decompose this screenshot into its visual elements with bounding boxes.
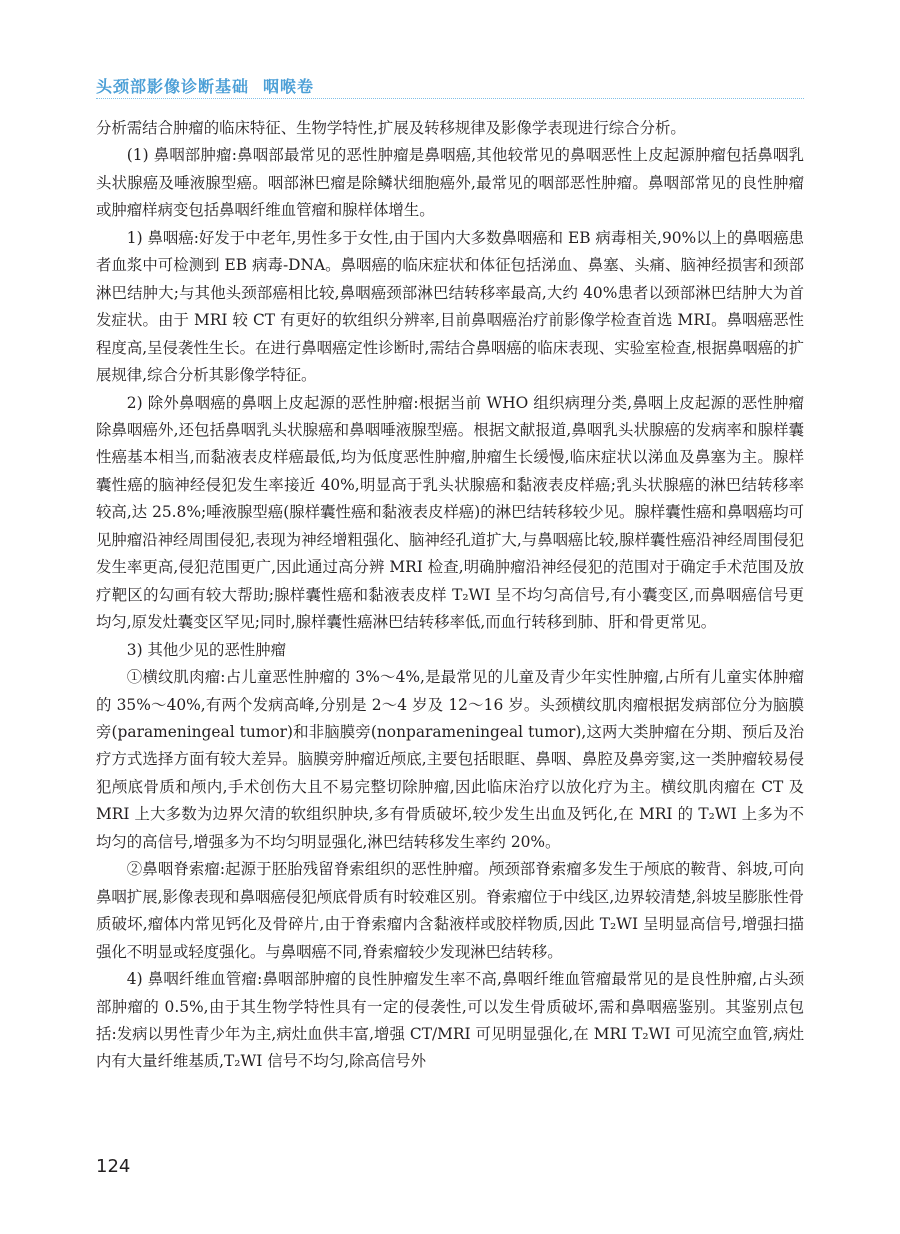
paragraph-rhabdomyosarcoma: ①横纹肌肉瘤:占儿童恶性肿瘤的 3%～4%,是最常见的儿童及青少年实性肿瘤,占所有儿童实体肿瘤的 35%～40%,有两个发病高峰,分别是 2～4 岁及 12～16 岁。头颈横纹肌肉瘤根据发病部位分为脑膜旁(parameningeal tumor)和非脑膜旁(nonparameningeal tumor),这两大类肿瘤在分期、预后及治疗方式选择方面有较大差异。脑膜旁肿瘤近颅底,主要包括眼眶、鼻咽、鼻腔及鼻旁窦,这一类肿瘤较易侵犯颅底骨质和颅内,手术创伤大且不易完整切除肿瘤,因此临床治疗以放化疗为主。横纹肌肉瘤在 CT 及 MRI 上大多数为边界欠清的软组织肿块,多有骨质破坏,较少发生出血及钙化,在 MRI 的 T₂WI 上多为不均匀的高信号,增强多为不均匀明显强化,淋巴结转移发生率约 20%。: [96, 668, 804, 851]
paragraph-chordoma: ②鼻咽脊索瘤:起源于胚胎残留脊索组织的恶性肿瘤。颅颈部脊索瘤多发生于颅底的鞍背、斜坡,可向鼻咽扩展,影像表现和鼻咽癌侵犯颅底骨质有时较难区别。脊索瘤位于中线区,边界较清楚,斜坡呈膨胀性骨质破坏,瘤体内常见钙化及骨碎片,由于脊索瘤内含黏液样或胶样物质,因此 T₂WI 呈明显高信号,增强扫描强化不明显或轻度强化。与鼻咽癌不同,脊索瘤较少发现淋巴结转移。: [96, 860, 804, 961]
paragraph-nasopharyngeal-tumors: (1) 鼻咽部肿瘤:鼻咽部最常见的恶性肿瘤是鼻咽癌,其他较常见的鼻咽恶性上皮起源肿瘤包括鼻咽乳头状腺癌及唾液腺型癌。咽部淋巴瘤是除鳞状细胞癌外,最常见的咽部恶性肿瘤。鼻咽部常见的良性肿瘤或肿瘤样病变包括鼻咽纤维血管瘤和腺样体增生。: [96, 146, 804, 220]
paragraph-nasopharyngeal-carcinoma: 1) 鼻咽癌:好发于中老年,男性多于女性,由于国内大多数鼻咽癌和 EB 病毒相关,90%以上的鼻咽癌患者血浆中可检测到 EB 病毒-DNA。鼻咽癌的临床症状和体征包括涕血、鼻塞、头痛、脑神经损害和颈部淋巴结肿大;与其他头颈部癌相比较,鼻咽癌颈部淋巴结转移率最高,大约 40%患者以颈部淋巴结肿大为首发症状。由于 MRI 较 CT 有更好的软组织分辨率,目前鼻咽癌治疗前影像学检查首选 MRI。鼻咽癌恶性程度高,呈侵袭性生长。在进行鼻咽癌定性诊断时,需结合鼻咽癌的临床表现、实验室检查,根据鼻咽癌的扩展规律,综合分析其影像学特征。: [96, 228, 804, 385]
paragraph-angiofibroma: 4) 鼻咽纤维血管瘤:鼻咽部肿瘤的良性肿瘤发生率不高,鼻咽纤维血管瘤最常见的是良性肿瘤,占头颈部肿瘤的 0.5%,由于其生物学特性具有一定的侵袭性,可以发生骨质破坏,需和鼻咽癌鉴别。其鉴别点包括:发病以男性青少年为主,病灶血供丰富,增强 CT/MRI 可见明显强化,在 MRI T₂WI 可见流空血管,病灶内有大量纤维基质,T₂WI 信号不均匀,除高信号外: [96, 970, 804, 1071]
paragraph-continued: 分析需结合肿瘤的临床特征、生物学特性,扩展及转移规律及影像学表现进行综合分析。: [96, 119, 686, 137]
volume-title: 咽喉卷: [263, 77, 315, 96]
page-number: 124: [96, 1156, 131, 1177]
header-divider: [96, 98, 804, 99]
running-header: [96, 74, 314, 97]
body-text: [96, 115, 804, 1076]
book-title: 头颈部影像诊断基础: [96, 77, 250, 96]
paragraph-rare-malignancies-heading: 3) 其他少见的恶性肿瘤: [126, 640, 287, 659]
paragraph-other-epithelial-malignancies: 2) 除外鼻咽癌的鼻咽上皮起源的恶性肿瘤:根据当前 WHO 组织病理分类,鼻咽上皮起源的恶性肿瘤除鼻咽癌外,还包括鼻咽乳头状腺癌和鼻咽唾液腺型癌。根据文献报道,鼻咽乳头状腺癌的发病率和腺样囊性癌基本相当,而黏液表皮样癌最低,均为低度恶性肿瘤,肿瘤生长缓慢,临床症状以涕血及鼻塞为主。腺样囊性癌的脑神经侵犯发生率接近 40%,明显高于乳头状腺癌和黏液表皮样癌;乳头状腺癌的淋巴结转移率较高,达 25.8%;唾液腺型癌(腺样囊性癌和黏液表皮样癌)的淋巴结转移较少见。腺样囊性癌和鼻咽癌均可见肿瘤沿神经周围侵犯,表现为神经增粗强化、脑神经孔道扩大,与鼻咽癌比较,腺样囊性癌沿神经周围侵犯发生率更高,侵犯范围更广,因此通过高分辨 MRI 检查,明确肿瘤沿神经侵犯的范围对于确定手术范围及放疗靶区的勾画有较大帮助;腺样囊性癌和黏液表皮样 T₂WI 呈不均匀高信号,有小囊变区,而鼻咽癌信号更均匀,原发灶囊变区罕见;同时,腺样囊性癌淋巴结转移率低,而血行转移到肺、肝和骨更常见。: [96, 393, 804, 632]
